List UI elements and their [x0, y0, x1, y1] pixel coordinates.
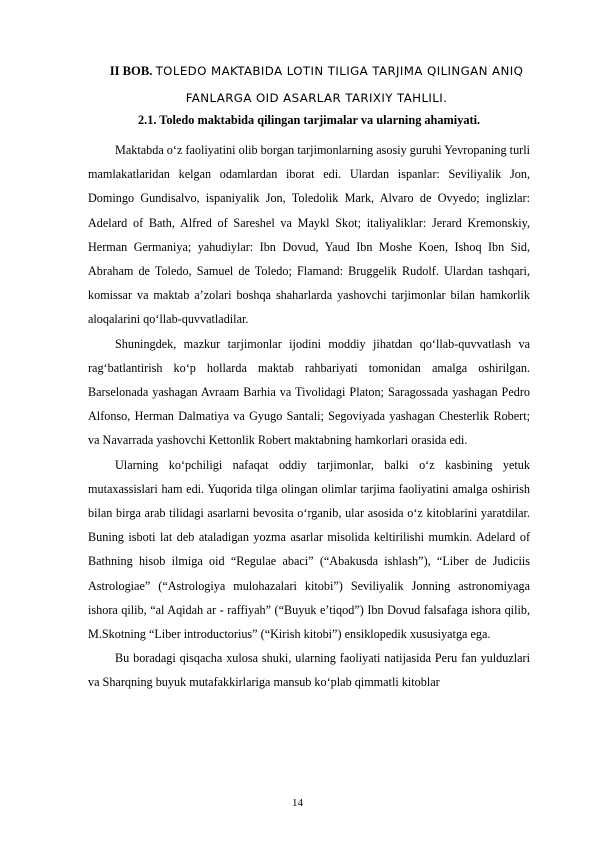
body-text [88, 138, 530, 695]
page-number: 14 [292, 797, 303, 809]
paragraph: Maktabda o‘z faoliyatini olib borgan tarjimonlarning asosiy guruhi Yevropaning turli mamlakatlaridan kelgan odamlardan iborat edi. Ulardan ispanlar: Seviliyalik Jon, Domingo Gundisalvo, ispaniyalik Jon, Toledolik Mark, Alvaro de Ovyedo; inglizlar: Adelard of Bath, Alfred of Sareshel va Maykl Skot; italiyaliklar: Jerard Kremonskiy, Herman Germaniya; yahudiylar: Ibn Dovud, Yaud Ibn Moshe Koen, Ishoq Ibn Sid, Abraham de Toledo, Samuel de Toledo; Flamand: Bruggelik Rudolf. Ulardan tashqari, komissar va maktab a’zolari boshqa shaharlarda yashovchi tarjimonlar bilan hamkorlik aloqalarini qo‘llab-quvvatladilar. [88, 143, 530, 327]
section-title: 2.1. Toledo maktabida qilingan tarjimalar va ularning ahamiyati. [138, 113, 481, 127]
paragraph: Ularning ko‘pchiligi nafaqat oddiy tarjimonlar, balki o‘z kasbining yetuk mutaxassislari ham edi. Yuqorida tilga olingan olimlar tarjima faoliyatini amalga oshirish bilan birga arab tilidagi asarlarni bevosita o‘rganib, ular asosida o‘z kitoblarini yaratdilar. Buning isboti lat deb ataladigan yozma asarlar misolida keltirilishi mumkin. Adelard of Bathning hisob ilmiga oid “Regulae abaci” (“Abakusda ishlash”), “Liber de Judiciis Astrologiae” (“Astrologiya mulohazalari kitobi”) Seviliyalik Jonning astronomiyaga ishora qilib, “al Aqidah ar - raffiyah” (“Buyuk e’tiqod”) Ibn Dovud falsafaga ishora qilib, M.Skotning “Liber introductorius” (“Kirish kitobi”) ensiklopedik xususiyatga ega. [88, 457, 530, 642]
paragraph: Shuningdek, mazkur tarjimonlar ijodini moddiy jihatdan qo‘llab-quvvatlash va rag‘batlantirish ko‘p hollarda maktab rahbariyati tomonidan amalga oshirilgan. Barselonada yashagan Avraam Barhia va Tivolidagi Platon; Saragossada yashagan Pedro Alfonso, Herman Dalmatiya va Gyugo Santali; Segoviyada yashagan Chesterlik Robert; va Navarrada yashovchi Kettonlik Robert maktabning hamkorlari orasida edi. [88, 336, 530, 448]
chapter-title: TOLEDO MAKTABIDA LOTIN TILIGA TARJIMA QILINGAN ANIQ FANLARGA OID ASARLAR TARIXIY TAHLILI. [155, 64, 524, 105]
paragraph: Bu boradagi qisqacha xulosa shuki, ularning faoliyati natijasida Peru fan yulduzlari va Sharqning buyuk mutafakkirlariga mansub ko‘plab qimmatli kitoblar [88, 651, 530, 690]
chapter-heading [88, 58, 545, 112]
chapter-number: II BOB. [109, 64, 153, 78]
